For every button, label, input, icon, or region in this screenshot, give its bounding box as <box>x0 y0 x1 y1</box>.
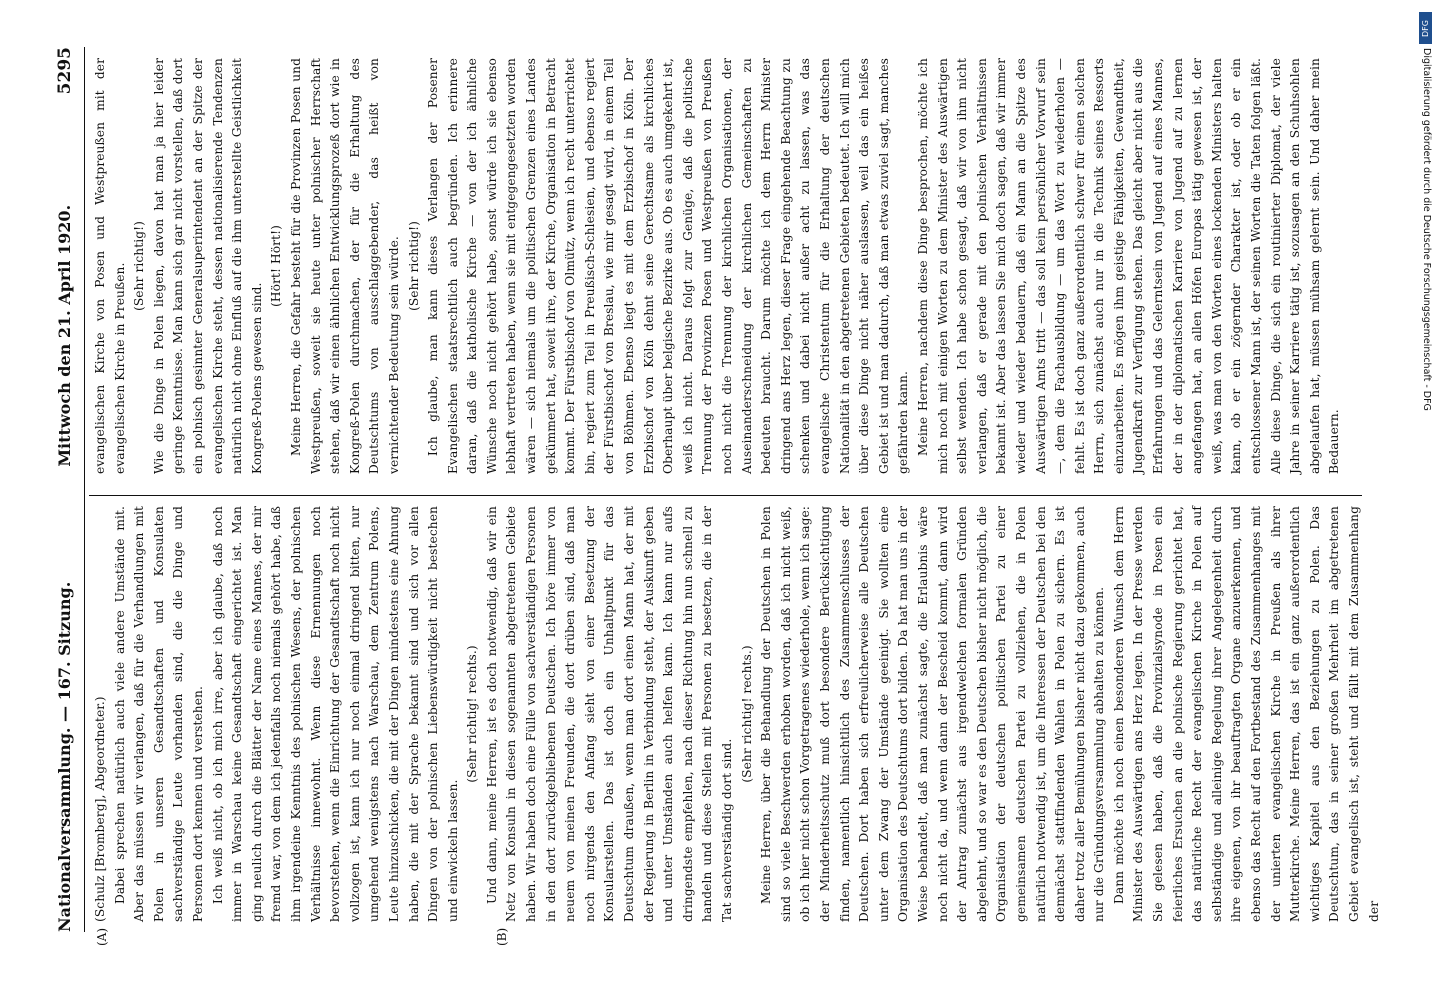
document-page <box>47 37 1392 952</box>
paragraph: evangelischen Kirche von Posen und Westpreußen mit der evangelischen Kirche in Preußen. <box>93 58 127 474</box>
watermark-text: Digitalisierung gefördert durch die Deutsche Forschungsgemeinschaft - DFG <box>1421 48 1432 411</box>
paragraph: (Hört! Hört!) <box>269 225 284 307</box>
paragraph: (Sehr richtig!) <box>406 221 421 312</box>
paragraph: Und dann, meine Herren, ist es doch notwendig, daß wir ein Netz von Konsuln in diesen sogenannten abgetretenen Gebiete haben. Wir haben doch eine Fülle von sachverständigen Personen in den dort zurückgebliebenen Deutschen. Ich höre immer von neuem von meinen Freunden, die dort drüben sind, daß man noch nirgends den Anfang sieht von einer Besetzung der Konsularstellen. Das ist doch ein Unhaltpunkt für das Deutschtum draußen, wenn man dort einen Mann hat, der mit der Regierung in Berlin in Verbindung steht, der Auskunft geben und unter Umständen auch helfen kann. Ich kann nur aufs dringendste empfehlen, nach dieser Richtung hin nun schnell zu handeln und diese Stellen mit Personen zu besetzen, die in der Tat sachverständig dort sind. <box>484 506 734 922</box>
right-text-column <box>91 58 1342 474</box>
paragraph: Dabei sprechen natürlich auch viele andere Umstände mit. Aber das müssen wir verlangen, daß für die Verhandlungen mit Polen in unseren Gesandtschaften und Konsulaten sachverständige Leute vorhanden sind, die die Dinge und Personen dort kennen und verstehen. <box>112 506 205 922</box>
paragraph: Meine Herren, die Gefahr besteht für die Provinzen Posen und Westpreußen, soweit sie heute unter polnischer Herrschaft stehen, daß wir einen ähnlichen Entwicklungsprozeß dort wie in Kongreß-Polen durchmachen, der für die Erhaltung des Deutschtums von ausschlaggebender, das heißt von vernichtender Bedeutung sein würde. <box>288 58 401 474</box>
paragraph: (Schulz [Bromberg], Abgeordneter.) <box>93 696 107 922</box>
header-date: Mittwoch den 21. April 1920. <box>55 204 74 467</box>
header-session-title: Nationalversammlung. — 167. Sitzung. <box>55 581 74 932</box>
paragraph: Ich glaube, man kann dieses Verlangen der Posener Evangelischen staatsrechtlich auch begründen. Ich erinnere daran, daß die katholische Kirche — von der ich ähnliche Wünsche noch nicht gehört habe, sonst würde ich sie ebenso lebhaft vertreten haben, wenn sie mit entgegengesetzten worden wären — sich niemals um die politischen Grenzen eines Landes gekümmert hat, soweit ihre, der Kirche, Organisation in Betracht kommt. Der Fürstbischof von Olmütz, wenn ich recht unterrichtet bin, regiert zum Teil in Preußisch-Schlesien, und ebenso regiert der Fürstbischof von Breslau, wie mir gesagt wird, in einem Teil von Böhmen. Ebenso liegt es mit dem Erzbischof in Köln. Der Erzbischof von Köln dehnt seine Gerechtsame als kirchliches Oberhaupt über belgische Bezirke aus. Ob es auch umgekehrt ist, weiß ich nicht. Daraus folgt zur Genüge, daß die politische Trennung der Provinzen Posen und Westpreußen von Preußen noch nicht die Trennung der kirchlichen Organisationen, der Auseinanderschneidung der kirchlichen Gemeinschaften zu bedeuten braucht. Darum möchte ich dem Herrn Minister dringend ans Herz legen, dieser Frage eingehende Beachtung zu schenken und dabei nicht außer acht zu lassen, was das evangelische Christentum für die Erhaltung der deutschen Nationalität in den abgetretenen Gebieten bedeutet. Ich will mich über diese Dinge nicht näher auslassen, weil das ein heißes Gebiet ist und man dadurch, daß man etwas zuviel sagt, manches gefährden kann. <box>426 58 911 474</box>
paragraph: Meine Herren, nachdem diese Dinge besprochen, möchte ich mich noch mit einigen Worten zu dem Minister des Auswärtigen selbst wenden. Ich habe schon gesagt, daß wir von ihm nicht verlangen, daß er gerade mit den polnischen Verhältnissen bekannt ist. Aber das lassen Sie mich doch sagen, daß wir immer wieder und wieder bedauern, daß ein Mann an die Spitze des Auswärtigen Amts tritt — das soll kein persönlicher Vorwurf sein —, dem die Fachausbildung — um das Wort zu wiederholen — fehlt. Es ist doch ganz außerordentlich schwer für einen solchen Herrn, sich zunächst auch nur in die Technik seines Ressorts einzuarbeiten. Es mögen ihm geistige Fähigkeiten, Gewandtheit, Jugendkraft zur Verfügung stehen. Das gleicht aber nicht aus die Erfahrungen und das Gelerntsein von Jugend auf eines Mannes, der in der diplomatischen Karriere von Jugend auf zu lernen angefangen hat, an allen Höfen Europas tätig gewesen ist, der weiß, was man von den Worten eines lockenden Ministers halten kann, ob er ein zögernder Charakter ist, oder ob er ein entschlossener Mann ist, der seinen Worten die Taten folgen läßt. Alle diese Dinge, die sich ein routinierter Diplomat, der viele Jahre in seiner Karriere tätig ist, sozusagen an den Schuhsohlen abgelaufen hat, müssen mühsam gelernt sein. Und daher mein Bedauern. <box>915 58 1342 474</box>
paragraph: Dann möchte ich noch einen besonderen Wunsch dem Herrn Minister des Auswärtigen ans Herz legen. In der Presse werden Sie gelesen haben, daß die Provinzialsynode in Posen ein feierliches Ersuchen an die polnische Regierung gerichtet hat, das natürliche Recht der evangelischen Kirche in Polen auf selbständige und alleinige Regelung ihrer Angelegenheit durch ihre eigenen, von ihr beauftragten Organe anzuerkennen, und ebenso das Recht auf den Fortbestand des Zusammenhanges mit der unierten evangelischen Kirche in Preußen als ihrer Mutterkirche. Meine Herren, das ist ein ganz außerordentlich wichtiges Kapitel aus den Beziehungen zu Polen. Das Deutschtum, das in seiner großen Mehrheit im abgetretenen Gebiet evangelisch ist, steht und fällt mit dem Zusammenhang der <box>1111 506 1381 922</box>
page-number: 5295 <box>55 47 75 95</box>
margin-marker-a: (A) <box>95 927 109 946</box>
paragraph: Meine Herren, über die Behandlung der Deutschen in Polen sind so viele Beschwerden erhoben worden, daß ich nicht weiß, ob ich hier nicht schon Vorgetragenes wiederhole, wenn ich sage: der Minderheitsschutz muß dort besondere Berücksichtigung finden, namentlich hinsichtlich des Zusammenschlusses der Deutschen. Dort haben sich erfreulicherweise alle Deutschen unter dem Zwang der Umstände geeinigt. Sie wollten eine Organisation des Deutschtums dort bilden. Da hat man uns in der Weise behandelt, daß man zunächst sagte, die Erlaubnis wäre noch nicht da, und wenn dann der Bescheid kommt, dann wird der Antrag zunächst aus irgendwelchen formalen Gründen abgelehnt, und so war es den Deutschen bisher nicht möglich, die Organisation der deutschen politischen Partei zu einer gemeinsamen deutschen Partei zu vollziehen, die in Polen natürlich notwendig ist, um die Interessen der Deutschen bei den demnächst stattfindenden Wahlen in Polen zu sichern. Es ist daher trotz aller Bemühungen bisher nicht dazu gekommen, auch nur die Gründungsversammlung abhalten zu können. <box>759 506 1107 922</box>
page-header <box>55 47 81 932</box>
digitization-watermark <box>1418 8 1434 993</box>
header-rule <box>84 47 85 932</box>
paragraph: (Sehr richtig! rechts.) <box>739 645 754 783</box>
column-divider <box>89 495 1362 496</box>
paragraph: Wie die Dinge in Polen liegen, davon hat man ja hier leider geringe Kenntnisse. Man kann sich gar nicht vorstellen, daß dort ein polnisch gesinnter Generalsuperintendent an der Spitze der evangelischen Kirche steht, dessen nationalisierende Tendenzen natürlich nicht ohne Einfluß auf die ihm unterstellte Geistlichkeit Kongreß-Polens gewesen sind. <box>151 58 264 474</box>
dfg-logo: DFG <box>1419 12 1432 44</box>
paragraph: Ich weiß nicht, ob ich mich irre, aber ich glaube, daß noch immer in Warschau keine Gesandtschaft eingerichtet ist. Man ging neulich durch die Blätter der Name eines Mannes, der mir fremd war, von dem ich jedenfalls noch niemals gehört habe, daß ihm irgendeine Kenntnis des polnischen Wesens, der polnischen Verhältnisse innewohnt. Wenn diese Ernennungen noch bevorstehen, wenn die Einrichtung der Gesandtschaft noch nicht vollzogen ist, kann ich nur noch einmal dringend bitten, nur umgehend wenigstens nach Warschau, dem Zentrum Polens, Leute hinzuschicken, die mit der Dingen mindestens eine Ahnung haben, die mit der Sprache bekannt sind und sich vor allen Dingen von der polnischen Liebenswürdigkeit nicht bestechen und einwickeln lassen. <box>210 506 460 922</box>
left-text-column <box>91 506 1381 922</box>
paragraph: (Sehr richtig!) <box>132 221 147 312</box>
paragraph: (Sehr richtig! rechts.) <box>465 645 480 783</box>
margin-marker-b: (B) <box>495 927 509 946</box>
